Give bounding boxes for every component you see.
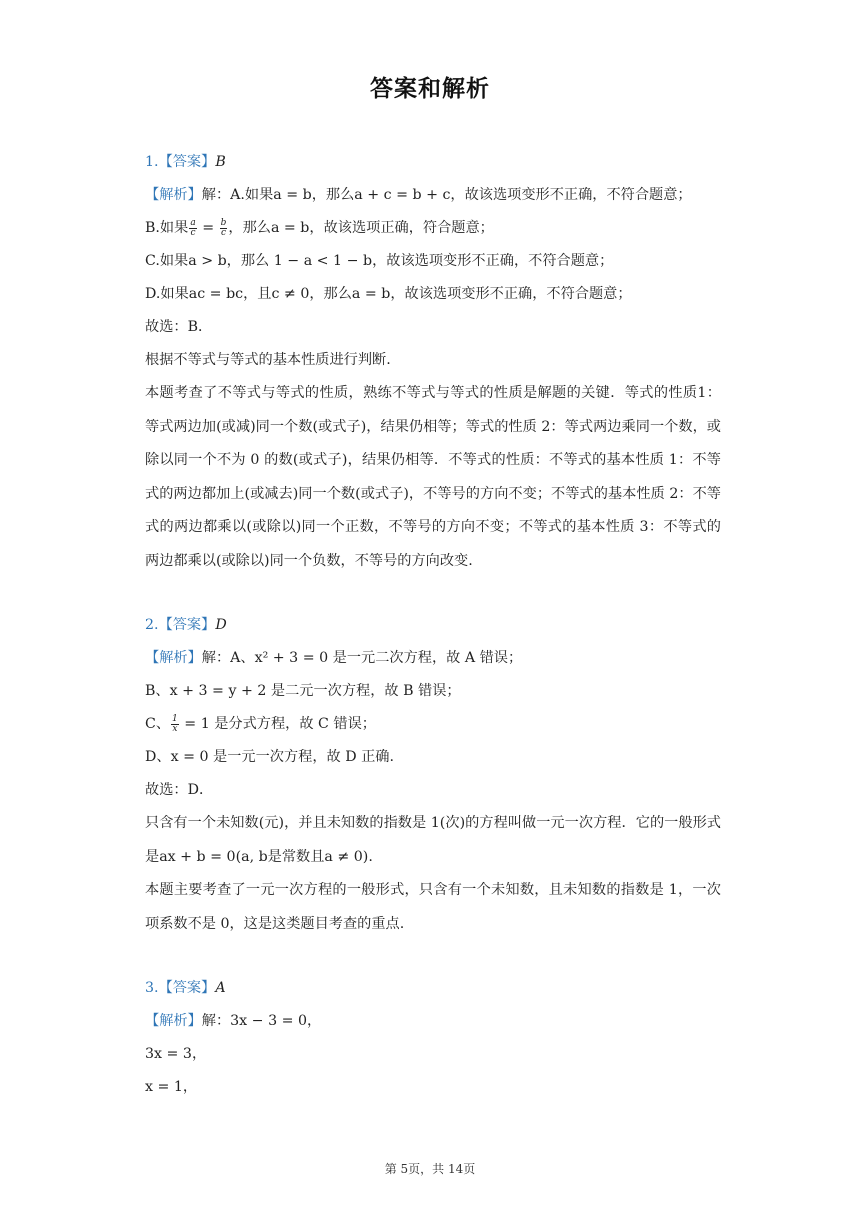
answer-tag: 【答案】	[158, 617, 216, 633]
analysis-line: 3x = 3，	[145, 1046, 207, 1062]
fraction	[171, 715, 179, 734]
section-gap	[145, 578, 721, 609]
analysis-line: B、x + 3 = y + 2 是二元一次方程，故 B 错误；	[145, 683, 461, 699]
analysis-line	[145, 708, 721, 741]
fraction-denominator: c	[190, 227, 196, 238]
question-number: 2.	[145, 617, 159, 633]
analysis-line	[145, 642, 721, 675]
question-3	[145, 972, 721, 1104]
analysis-paragraph: 本题考查了不等式与等式的性质，熟练不等式与等式的性质是解题的关键．等式的性质1：等式两边加(或减)同一个数(或式子)，结果仍相等；等式的性质 2：等式两边乘同一个数，或除以同一个不为 0 的数(或式子)，结果仍相等．不等式的性质：不等式的基本性质 1：不等式的两边都加上(或减去)同一个数(或式子)，不等号的方向不变；不等式的基本性质 2：不等式的两边都乘以(或除以)同一个正数，不等号的方向不变；不等式的基本性质 3：不等式的两边都乘以(或除以)同一个负数，不等号的方向改变.	[145, 385, 721, 569]
analysis-line: 故选：D．	[145, 782, 214, 798]
fraction	[189, 219, 196, 238]
analysis-line: D.如果ac = bc，且c ≠ 0，那么a = b，故该选项变形不正确，不符合题意；	[145, 286, 632, 302]
answer-heading	[145, 972, 721, 1005]
section-gap	[145, 941, 721, 972]
analysis-tag: 【解析】	[145, 187, 202, 203]
analysis-text: 解：3x − 3 = 0，	[201, 1013, 322, 1029]
fraction-denominator: c	[220, 227, 227, 238]
analysis-line: 根据不等式与等式的基本性质进行判断.	[145, 352, 391, 368]
analysis-text: = 1 是分式方程，故 C 错误；	[179, 716, 376, 732]
analysis-text: 解：A.如果a = b，那么a + c = b + c，故该选项变形不正确，不符合题意；	[201, 187, 692, 203]
analysis-text: ，那么a = b，故该选项正确，符合题意；	[228, 220, 494, 236]
equals-sign: =	[197, 220, 219, 236]
question-number: 1.	[145, 154, 159, 170]
answer-letter: D	[215, 617, 227, 633]
answers-content	[145, 146, 721, 1104]
analysis-line: C.如果a > b，那么 1 − a < 1 − b，故该选项变形不正确，不符合题意；	[145, 253, 614, 269]
fraction	[220, 219, 228, 238]
fraction-numerator: 1	[172, 713, 178, 724]
question-number: 3.	[145, 980, 159, 996]
fraction-denominator: x	[172, 723, 178, 734]
fraction-numerator: b	[220, 217, 227, 228]
question-2	[145, 609, 721, 941]
analysis-tag: 【解析】	[145, 1013, 202, 1029]
analysis-text: C、	[145, 716, 171, 732]
answer-tag: 【答案】	[158, 980, 216, 996]
analysis-line	[145, 212, 721, 245]
analysis-line	[145, 1005, 721, 1038]
answer-tag: 【答案】	[158, 154, 216, 170]
analysis-paragraph: 本题主要考查了一元一次方程的一般形式，只含有一个未知数，且未知数的指数是 1，一次项系数不是 0，这是这类题目考查的重点.	[145, 882, 721, 932]
page-footer: 第 5页，共 14页	[384, 1162, 476, 1176]
analysis-tag: 【解析】	[145, 650, 202, 666]
answer-heading	[145, 146, 721, 179]
page-title: 答案和解析	[370, 76, 490, 102]
fraction-numerator: a	[190, 217, 196, 228]
analysis-line: x = 1，	[145, 1079, 198, 1095]
analysis-line: 故选：B．	[145, 319, 213, 335]
analysis-paragraph: 只含有一个未知数(元)，并且未知数的指数是 1(次)的方程叫做一元一次方程．它的一般形式是ax + b = 0(a, b是常数且a ≠ 0).	[145, 815, 721, 865]
analysis-line	[145, 179, 721, 212]
question-1	[145, 146, 721, 578]
answer-letter: A	[215, 980, 226, 996]
answer-letter: B	[215, 154, 226, 170]
analysis-line: D、x = 0 是一元一次方程，故 D 正确.	[145, 749, 394, 765]
analysis-text: 解：A、x² + 3 = 0 是一元二次方程，故 A 错误；	[201, 650, 523, 666]
analysis-text: B.如果	[145, 220, 189, 236]
answer-heading	[145, 609, 721, 642]
